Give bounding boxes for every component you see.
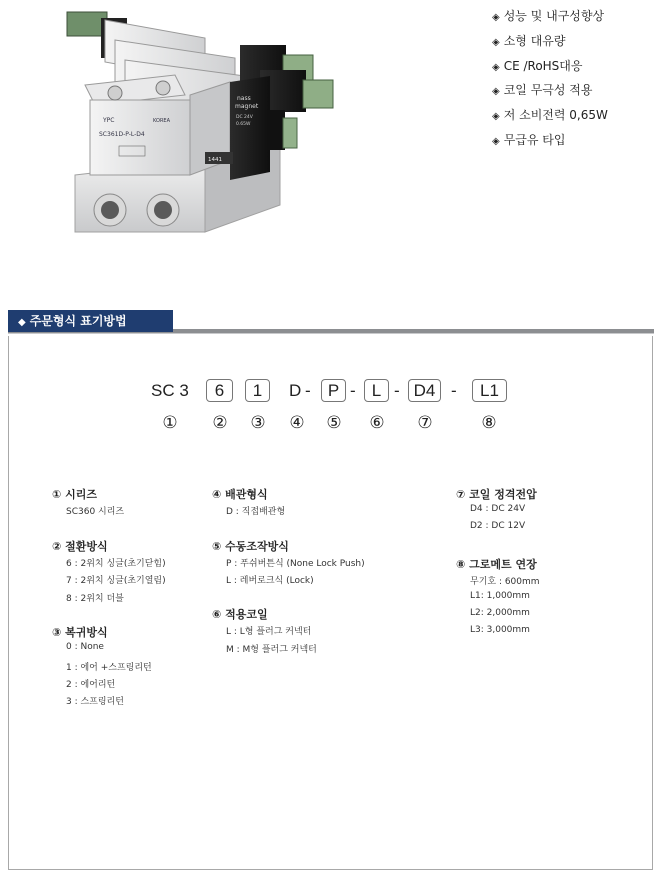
legend-item: 7 : 2위치 싱글(초기열림)	[66, 576, 166, 586]
diamond-bullet-icon: ◈	[492, 12, 500, 23]
feature-item: ◈ 코일 무극성 적용	[492, 83, 593, 98]
legend-series-title: ① 시리즈	[52, 488, 98, 501]
svg-text:0.65W	[236, 121, 251, 127]
legend-manual-title: ⑤ 수동조작방식	[212, 540, 289, 553]
feature-item: ◈ 무급유 타입	[492, 132, 566, 147]
legend-item: L : L형 플러그 커넥터	[226, 627, 312, 637]
feature-item: ◈ CE /RoHS대응	[492, 58, 583, 73]
diamond-bullet-icon: ◆	[18, 317, 26, 328]
section-header	[8, 310, 173, 332]
svg-text:1441	[208, 157, 222, 163]
legend-piping-title: ④ 배관형식	[212, 488, 268, 501]
diamond-bullet-icon: ◈	[492, 36, 500, 48]
legend-item: SC360 시리즈	[66, 507, 125, 517]
legend-voltage-title: ⑦ 코일 정격전압	[456, 488, 537, 501]
marker-7: ⑦	[417, 413, 433, 433]
svg-text:KOREA	[153, 118, 171, 124]
coil-spec-2: 0.65W	[236, 122, 251, 127]
legend-item: L3: 3,000mm	[470, 625, 530, 635]
marker-5: ⑤	[326, 413, 342, 433]
svg-text:nass	[237, 95, 251, 102]
legend-item: D2 : DC 12V	[470, 521, 526, 531]
feature-list	[492, 5, 608, 154]
code-piping: D	[289, 381, 302, 400]
section-title: 주문형식 표기방법	[29, 314, 127, 328]
legend-item: P : 푸쉬버튼식 (None Lock Push)	[226, 559, 365, 569]
section-rule-line	[8, 333, 654, 334]
feature-item: ◈ 성능 및 내구성향상	[492, 9, 605, 23]
code-box-return: 1	[245, 379, 270, 402]
feature-item: ◈ 저 소비전력 0,65W	[492, 108, 608, 123]
legend-item: L : 레버로크식 (Lock)	[226, 576, 314, 586]
coil-brand-1: nass	[237, 95, 251, 102]
svg-text:magnet	[235, 103, 259, 110]
marker-4: ④	[289, 413, 305, 433]
diamond-bullet-icon: ◈	[492, 135, 500, 147]
marker-8: ⑧	[481, 413, 497, 433]
svg-text:YPC	[102, 117, 114, 124]
code-dash: -	[394, 381, 400, 400]
code-box-switching: 6	[206, 379, 233, 402]
feature-item: ◈ 소형 대유량	[492, 33, 566, 48]
legend-item: 3 : 스프링리턴	[66, 697, 124, 707]
code-box-coil: L	[364, 379, 389, 402]
code-box-voltage: D4	[408, 379, 441, 402]
code-dash: -	[305, 381, 311, 400]
legend-grommet-title: ⑧ 그로메트 연장	[456, 558, 537, 571]
country-label: KOREA	[153, 118, 170, 124]
coil-spec-1: DC 24V	[236, 115, 253, 120]
diamond-bullet-icon: ◈	[492, 111, 500, 123]
legend-switching-title: ② 절환방식	[52, 540, 108, 553]
legend-item: L2: 2,000mm	[470, 608, 530, 618]
legend-item: D : 직접배관형	[226, 507, 286, 517]
legend-item: M : M형 플러그 커넥터	[226, 645, 317, 655]
brand-label: YPC	[103, 117, 115, 124]
marker-1: ①	[162, 413, 178, 433]
legend-item: 6 : 2위치 싱글(초기닫힘)	[66, 559, 166, 569]
code-box-manual: P	[321, 379, 346, 402]
diamond-bullet-icon: ◈	[492, 61, 500, 73]
legend-item: 1 : 에어 +스프링리턴	[66, 663, 152, 673]
marker-6: ⑥	[369, 413, 385, 433]
model-label: SC361D-P-L-D4	[99, 131, 145, 138]
legend-coil-title: ⑥ 적용코일	[212, 608, 268, 621]
legend-item: 2 : 에어리턴	[66, 680, 116, 690]
legend-return-title: ③ 복귀방식	[52, 626, 108, 639]
coil-brand-2: magnet	[235, 103, 259, 110]
svg-text:SC361D-P-L-D4	[99, 131, 145, 138]
code-prefix: SC 3	[151, 381, 189, 400]
diamond-bullet-icon: ◈	[492, 86, 500, 98]
legend-item: 0 : None	[66, 642, 104, 652]
marker-3: ③	[250, 413, 266, 433]
code-box-grommet: L1	[472, 379, 507, 402]
code-dash: -	[451, 381, 457, 400]
legend-item: 무기호 : 600mm	[470, 577, 540, 587]
product-photo	[55, 0, 355, 235]
legend-item: L1: 1,000mm	[470, 591, 530, 601]
marker-2: ②	[212, 413, 228, 433]
code-dash: -	[350, 381, 356, 400]
pilot-tag: 1441	[208, 157, 222, 163]
legend-item: 8 : 2위치 더블	[66, 594, 124, 604]
legend-item: D4 : DC 24V	[470, 504, 526, 514]
svg-text:DC 24V	[236, 114, 254, 120]
